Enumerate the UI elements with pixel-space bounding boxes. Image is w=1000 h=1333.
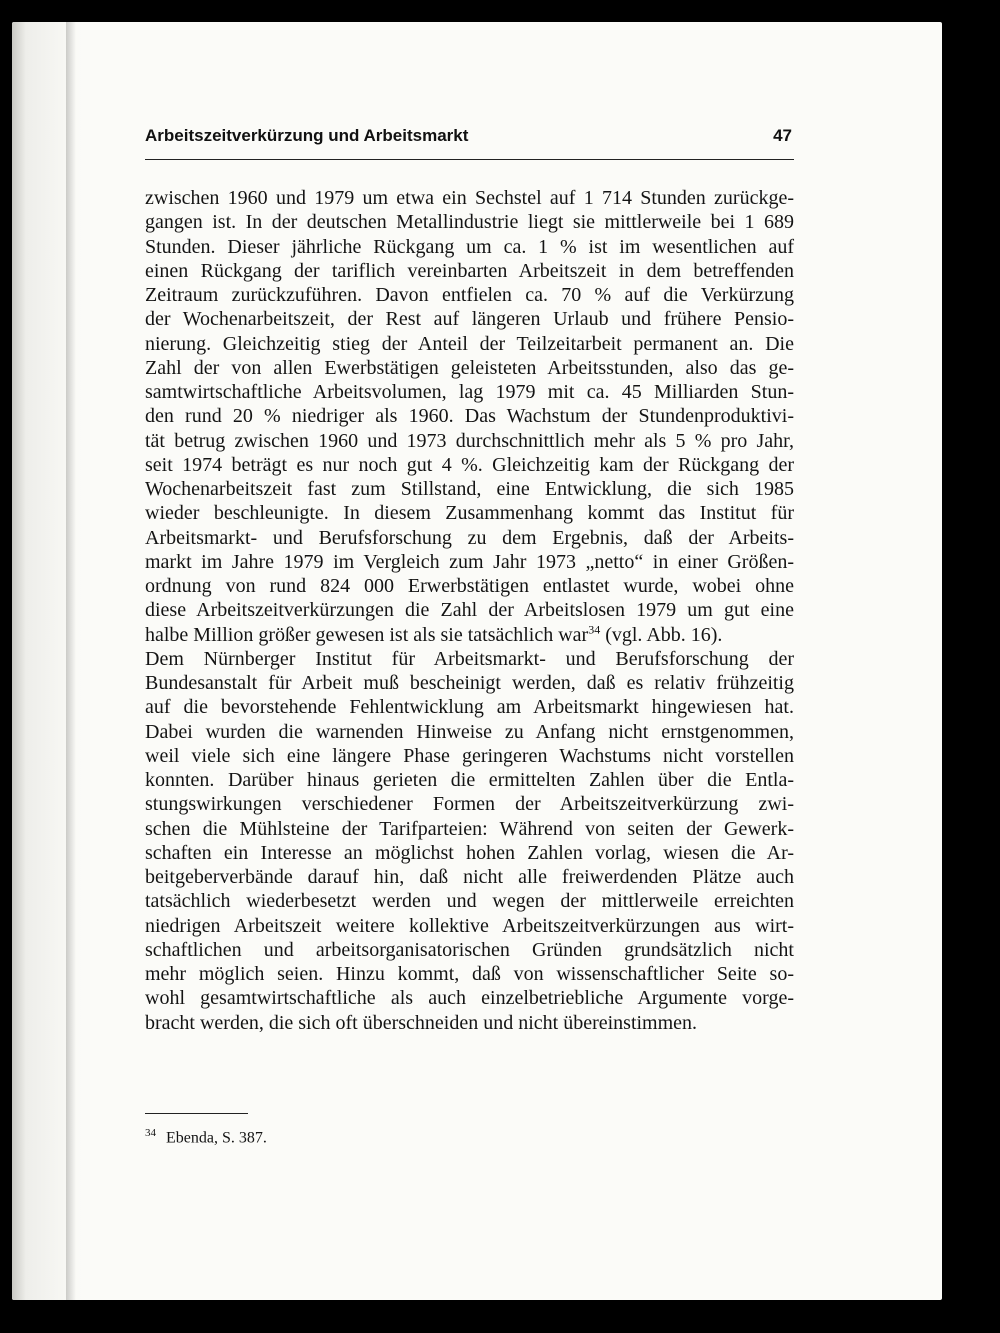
text-line: konnten. Darüber hinaus gerieten die ermittelten Zahlen über die Entla-	[145, 769, 794, 791]
running-head-title: Arbeitszeitverkürzung und Arbeitsmarkt	[145, 126, 469, 145]
text-line: weil viele sich eine längere Phase geringeren Wachstums nicht vorstellen	[145, 744, 794, 767]
text-line: schaften ein Interesse an möglichst hohen Zahlen vorlag, wiesen die Ar-	[145, 841, 794, 864]
text-line: Dem Nürnberger Institut für Arbeitsmarkt- und Berufsforschung der	[145, 647, 794, 670]
text-line: niedrigen Arbeitszeit weitere kollektive Arbeitszeitverkürzungen aus wirt-	[145, 914, 794, 937]
text-segment: (vgl. Abb. 16).	[600, 623, 723, 646]
text-line: gangen ist. In der deutschen Metallindustrie liegt sie mittlerweile bei 1 689	[145, 211, 794, 234]
text-line: Dabei wurden die warnenden Hinweise zu Anfang nicht ernstgenommen,	[145, 720, 794, 743]
text-line: stungswirkungen verschiedener Formen der Arbeitszeitverkürzung zwi-	[145, 793, 794, 816]
text-line: Wochenarbeitszeit fast zum Stillstand, eine Entwicklung, die sich 1985	[145, 478, 794, 500]
text-line: wohl gesamtwirtschaftliche als auch einzelbetriebliche Argumente vorge-	[145, 987, 794, 1010]
footnote-number: 34	[145, 1127, 156, 1139]
body-text	[145, 186, 794, 1035]
text-line: Zahl der von allen Ewerbstätigen geleisteten Arbeitsstunden, also das ge-	[145, 356, 794, 379]
text-line: diese Arbeitszeitverkürzungen die Zahl der Arbeitslosen 1979 um gut eine	[145, 599, 794, 622]
text-line: auf die bevorstehende Fehlentwicklung am Arbeitsmarkt hingewiesen hat.	[145, 696, 794, 719]
text-line: Arbeitsmarkt- und Berufsforschung zu dem Ergebnis, daß der Arbeits-	[145, 526, 794, 549]
text-line: Bundesanstalt für Arbeit muß bescheinigt werden, daß es relativ frühzeitig	[145, 672, 794, 694]
running-head	[145, 126, 794, 150]
footnote-reference: 34	[588, 621, 601, 636]
text-line: schen die Mühlsteine der Tarifparteien: Während von seiten der Gewerk-	[145, 817, 794, 840]
header-rule	[145, 159, 794, 160]
text-line: tatsächlich wiederbesetzt werden und wegen der mittlerweile erreichten	[145, 890, 794, 913]
text-line: Zeitraum zurückzuführen. Davon entfielen ca. 70 % auf die Verkürzung	[145, 284, 794, 306]
text-line: wieder beschleunigte. In diesem Zusammenhang kommt das Institut für	[145, 502, 794, 525]
footnote-rule	[145, 1113, 248, 1114]
text-line: ordnung von rund 824 000 Erwerbstätigen entlastet wurde, wobei ohne	[145, 575, 794, 597]
text-line: einen Rückgang der tariflich vereinbarten Arbeitszeit in dem betreffenden	[145, 259, 794, 282]
text-line: tät betrug zwischen 1960 und 1973 durchschnittlich mehr als 5 % pro Jahr,	[145, 429, 794, 452]
text-line: markt im Jahre 1979 im Vergleich zum Jahr 1973 „netto“ in einer Größen-	[145, 550, 794, 573]
text-line: beitgeberverbände darauf hin, daß nicht alle freiwerdenden Plätze auch	[145, 866, 794, 888]
text-line: schaftlichen und arbeitsorganisatorischen Gründen grundsätzlich nicht	[145, 938, 794, 961]
text-line: bracht werden, die sich oft überschneiden und nicht übereinstimmen.	[145, 1011, 698, 1034]
page-number: 47	[773, 126, 792, 145]
text-line: samtwirtschaftliche Arbeitsvolumen, lag 1979 mit ca. 45 Milliarden Stun-	[145, 381, 794, 403]
text-line: nierung. Gleichzeitig stieg der Anteil der Teilzeitarbeit permanent an. Die	[145, 332, 794, 355]
text-line: der Wochenarbeitszeit, der Rest auf längeren Urlaub und frühere Pensio-	[145, 308, 794, 331]
text-line: Stunden. Dieser jährliche Rückgang um ca. 1 % ist im wesentlichen auf	[145, 235, 794, 258]
page-gutter-shadow	[66, 22, 76, 1300]
text-line: seit 1974 beträgt es nur noch gut 4 %. Gleichzeitig kam der Rückgang der	[145, 453, 794, 476]
text-segment: halbe Million größer gewesen ist als sie tatsächlich war	[145, 623, 589, 646]
text-line-with-footnote-ref	[145, 623, 794, 647]
footnote-text: Ebenda, S. 387.	[166, 1129, 267, 1147]
text-line: zwischen 1960 und 1979 um etwa ein Sechstel auf 1 714 Stunden zurückge-	[145, 187, 794, 209]
text-line: den rund 20 % niedriger als 1960. Das Wachstum der Stundenproduktivi-	[145, 405, 794, 428]
text-line: mehr möglich seien. Hinzu kommt, daß von wissenschaftlicher Seite so-	[145, 963, 794, 985]
footnote	[145, 1127, 267, 1147]
